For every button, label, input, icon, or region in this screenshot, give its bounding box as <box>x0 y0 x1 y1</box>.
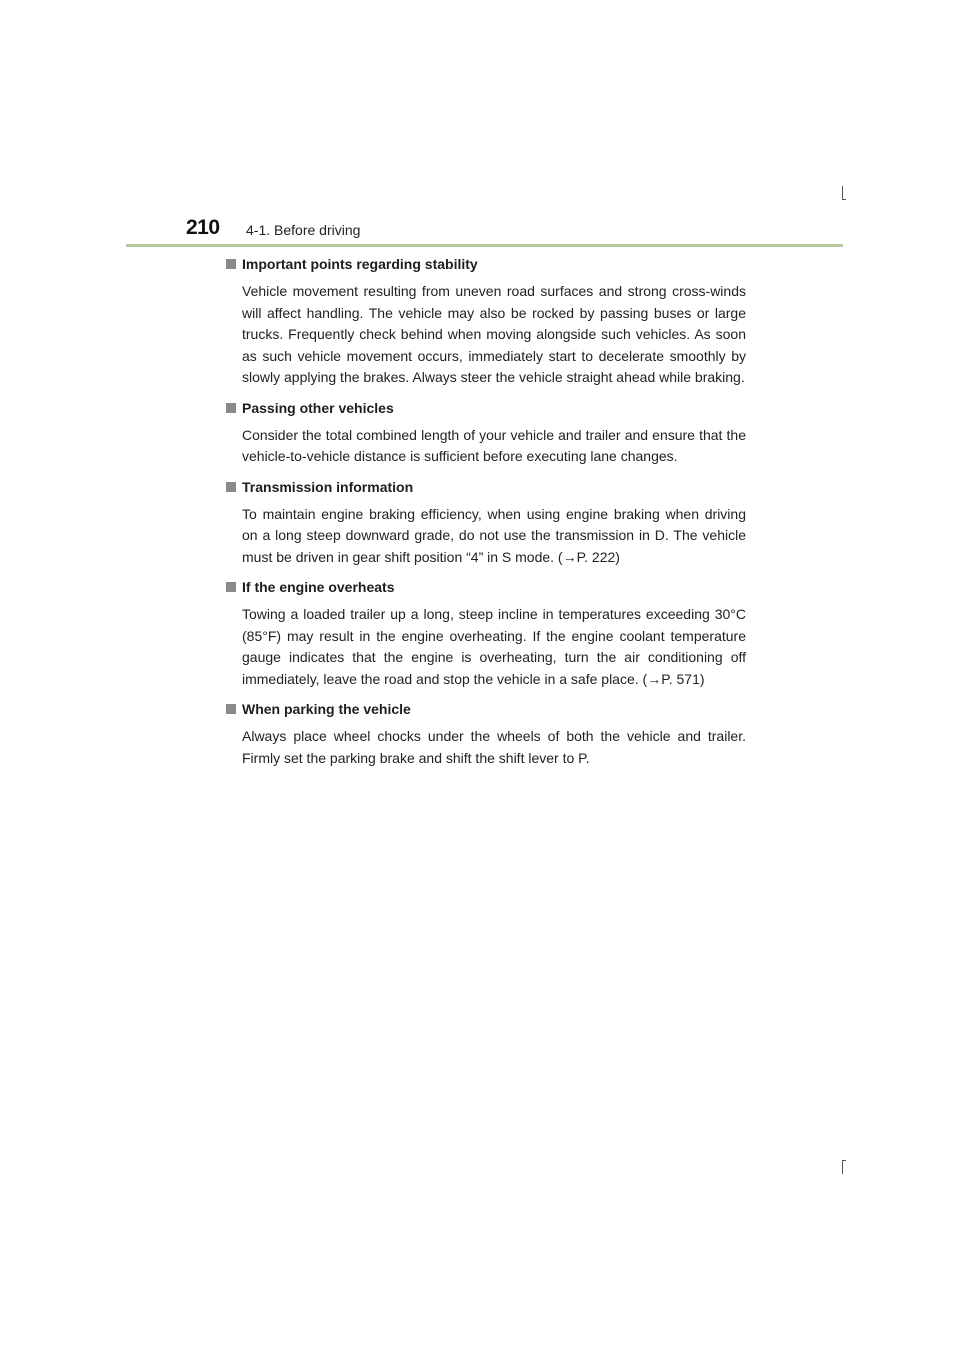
entry-parking <box>226 700 746 769</box>
crop-mark-top-vertical <box>842 186 843 200</box>
entry-heading-text: When parking the vehicle <box>242 701 411 717</box>
page-content <box>226 255 746 769</box>
entry-body: To maintain engine braking efficiency, when using engine braking when driving on a long steep downward grade, do not use the transmission in D. The vehicle must be driven in gear shift position “4” in S mode. (→P. 222) <box>242 505 746 565</box>
entry-transmission <box>226 478 746 569</box>
entry-body: Always place wheel chocks under the wheels of both the vehicle and trailer. Firmly set the parking brake and shift the shift lever to P. <box>242 728 746 766</box>
crop-mark-bottom-vertical <box>842 1160 843 1174</box>
entry-heading <box>226 578 746 600</box>
section-title: 4-1. Before driving <box>246 222 361 238</box>
entry-overheat <box>226 578 746 690</box>
entry-heading-text: Transmission information <box>242 478 414 495</box>
entry-heading <box>226 478 746 500</box>
entry-heading <box>226 700 746 722</box>
entry-body: Consider the total combined length of your vehicle and trailer and ensure that the vehicle-to-vehicle distance is sufficient before executing lane changes. <box>242 426 746 464</box>
entry-stability <box>226 255 746 389</box>
entry-heading-text: Important points regarding stability <box>242 256 478 272</box>
entry-heading <box>226 255 746 277</box>
square-bullet-icon <box>226 582 236 592</box>
entry-heading-text: Passing other vehicles <box>242 399 394 416</box>
entry-body: Vehicle movement resulting from uneven road surfaces and strong cross-winds will affect handling. The vehicle may also be rocked by passing buses or large trucks. Frequently check behind when moving alongside such vehicles. As soon as such vehicle movement occurs, immediately start to decelerate smoothly by slowly applying the brakes. Always steer the vehicle straight ahead while braking. <box>242 283 746 385</box>
entry-body: Towing a loaded trailer up a long, steep incline in temperatures exceeding 30°C (85°F) may result in the engine overheating. If the engine coolant temperature gauge indicates that the engine is overheating, turn the air conditioning off immediately, leave the road and stop the vehicle in a safe place. (→P. 571) <box>242 606 746 687</box>
entry-heading <box>226 399 746 421</box>
square-bullet-icon <box>226 259 236 269</box>
entry-passing <box>226 399 746 468</box>
page-header <box>186 214 846 244</box>
square-bullet-icon <box>226 482 236 492</box>
square-bullet-icon <box>226 704 236 714</box>
crop-mark-bottom-horizontal <box>842 1160 846 1161</box>
square-bullet-icon <box>226 403 236 413</box>
page-number: 210 <box>186 216 220 239</box>
crop-mark-top-horizontal <box>842 199 846 200</box>
entry-heading-text: If the engine overheats <box>242 579 395 595</box>
header-rule <box>126 244 843 247</box>
